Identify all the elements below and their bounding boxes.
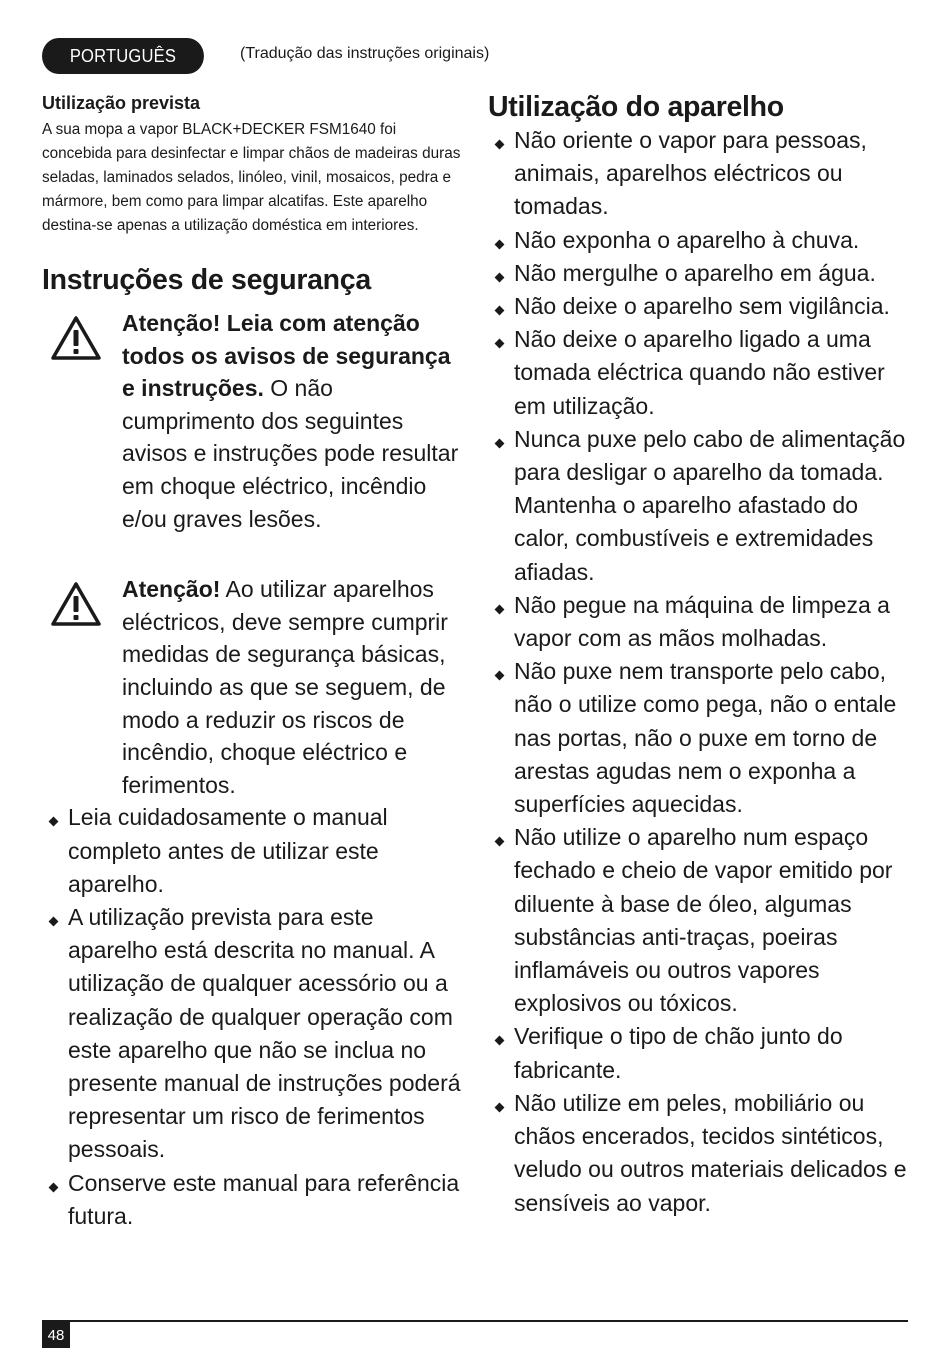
warning-block	[42, 573, 462, 801]
diamond-bullet-icon	[495, 671, 505, 681]
list-item: Não utilize o aparelho num espaço fechado e cheio de vapor emitido por diluente à base de óleo, algumas substâncias anti-traças, poeiras inflamáveis ou outros vapores explosivos ou tóxicos.	[488, 821, 918, 1020]
warning-body: O não cumprimento dos seguintes avisos e instruções pode resultar em choque eléctrico, incêndio e/ou graves lesões.	[122, 375, 459, 532]
safety-heading: Instruções de segurança	[42, 264, 371, 296]
diamond-bullet-icon	[495, 604, 505, 614]
right-column	[488, 91, 918, 1220]
list-item: Não exponha o aparelho à chuva.	[488, 224, 918, 257]
diamond-bullet-icon	[49, 1182, 59, 1192]
warning-triangle-icon	[50, 581, 102, 627]
diamond-bullet-icon	[495, 1102, 505, 1112]
list-item: Não mergulhe o aparelho em água.	[488, 257, 918, 290]
warning-triangle-icon	[50, 315, 102, 361]
list-item: Leia cuidadosamente o manual completo antes de utilizar este aparelho.	[42, 801, 462, 901]
diamond-bullet-icon	[495, 1036, 505, 1046]
list-item: Conserve este manual para referência futura.	[42, 1167, 462, 1233]
left-column	[42, 93, 462, 1233]
list-item: Nunca puxe pelo cabo de alimentação para desligar o aparelho da tomada. Mantenha o aparelho afastado do calor, combustíveis e extremidades afiadas.	[488, 423, 918, 589]
list-item: A utilização prevista para este aparelho está descrita no manual. A utilização de qualquer acessório ou a realização de qualquer operação com este aparelho que não se inclua no presente manual de instruções poderá representar um risco de ferimentos pessoais.	[42, 901, 462, 1167]
footer-divider	[42, 1320, 908, 1322]
list-item: Não puxe nem transporte pelo cabo, não o utilize como pega, não o entale nas portas, não o puxe em torno de arestas agudas nem o exponha a superfícies aquecidas.	[488, 655, 918, 821]
list-item: Não oriente o vapor para pessoas, animais, aparelhos eléctricos ou tomadas.	[488, 124, 918, 224]
intended-use-heading: Utilização prevista	[42, 93, 201, 113]
diamond-bullet-icon	[495, 339, 505, 349]
diamond-bullet-icon	[49, 817, 59, 827]
diamond-bullet-icon	[495, 837, 505, 847]
warning-text	[122, 573, 462, 801]
usage-heading: Utilização do aparelho	[488, 91, 784, 123]
list-item: Não utilize em peles, mobiliário ou chãos encerados, tecidos sintéticos, veludo ou outros materiais delicados e sensíveis ao vapor.	[488, 1087, 918, 1220]
usage-bullet-list	[488, 124, 918, 1220]
warning-block	[42, 307, 462, 535]
diamond-bullet-icon	[49, 916, 59, 926]
list-item: Não pegue na máquina de limpeza a vapor com as mãos molhadas.	[488, 589, 918, 655]
list-item: Não deixe o aparelho ligado a uma tomada eléctrica quando não estiver em utilização.	[488, 323, 918, 423]
warning-bold: Atenção!	[122, 576, 221, 603]
diamond-bullet-icon	[495, 306, 505, 316]
page-number: 48	[42, 1322, 70, 1348]
safety-bullet-list	[42, 801, 462, 1233]
diamond-bullet-icon	[495, 438, 505, 448]
warning-body: Ao utilizar aparelhos eléctricos, deve sempre cumprir medidas de segurança básicas, incluindo as que se seguem, de modo a reduzir os riscos de incêndio, choque eléctrico e ferimentos.	[122, 576, 448, 798]
warning-text	[122, 307, 462, 535]
language-badge: PORTUGUÊS	[42, 38, 204, 74]
diamond-bullet-icon	[495, 239, 505, 249]
diamond-bullet-icon	[495, 272, 505, 282]
list-item: Não deixe o aparelho sem vigilância.	[488, 290, 918, 323]
list-item: Verifique o tipo de chão junto do fabricante.	[488, 1020, 918, 1086]
warning-bold: Atenção! Leia com atenção todos os avisos de segurança e instruções.	[122, 310, 451, 402]
intended-use-body: A sua mopa a vapor BLACK+DECKER FSM1640 foi concebida para desinfectar e limpar chãos de madeiras duras seladas, laminados selados, linóleo, vinil, mosaicos, pedra e mármore, bem como para limpar alcatifas. Este aparelho destina-se apenas a utilização doméstica em interiores.	[42, 121, 461, 234]
diamond-bullet-icon	[495, 140, 505, 150]
translation-note: (Tradução das instruções originais)	[240, 45, 490, 62]
